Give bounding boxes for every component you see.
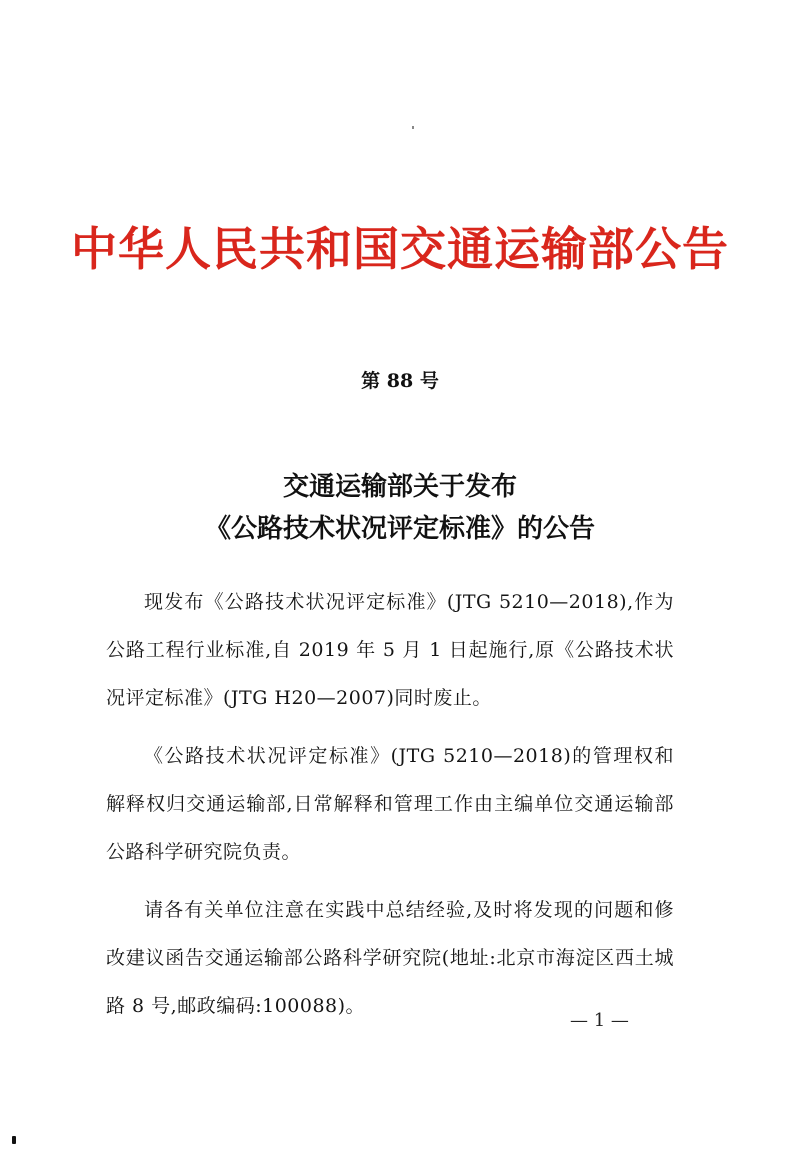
notice-title-line-1: 交通运输部关于发布: [282, 472, 517, 502]
paragraph-feedback: 请各有关单位注意在实践中总结经验,及时将发现的问题和修改建议函告交通运输部公路科学研究院(地址:北京市海淀区西土城路 8 号,邮政编码:100088)。: [106, 899, 674, 1017]
notice-title: [0, 466, 800, 550]
paragraph-management: 《公路技术状况评定标准》(JTG 5210—2018)的管理权和解释权归交通运输部,日常解释和管理工作由主编单位交通运输部公路科学研究院负责。: [106, 745, 674, 863]
document-number: 第 88 号: [361, 370, 439, 392]
announcement-header: 中华人民共和国交通运输部公告: [71, 222, 729, 276]
scan-mark: [12, 1136, 16, 1144]
paragraph-publication: 现发布《公路技术状况评定标准》(JTG 5210—2018),作为公路工程行业标准,自 2019 年 5 月 1 日起施行,原《公路技术状况评定标准》(JTG H20—2007)同时废止。: [106, 591, 674, 709]
page-number: — 1 —: [570, 1010, 629, 1031]
notice-body: [106, 578, 674, 1040]
scan-speck: [412, 126, 414, 129]
notice-title-line-2: 《公路技术状况评定标准》的公告: [204, 514, 595, 544]
